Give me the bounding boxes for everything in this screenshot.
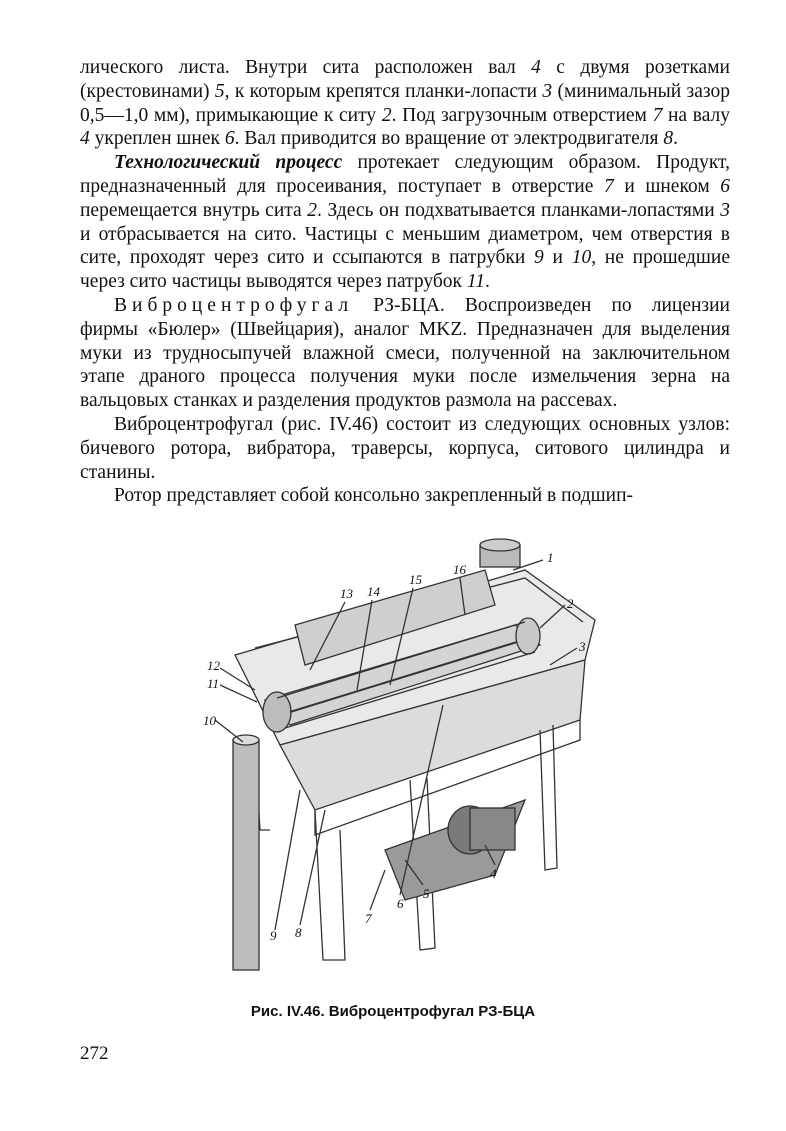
figure-label-5: 5	[423, 886, 430, 901]
figure-label-11: 11	[207, 676, 220, 691]
figure-label-7: 7	[365, 911, 372, 926]
term-heading: Технологический процесс	[114, 152, 343, 174]
spaced-term: Виброцентрофугал	[114, 294, 354, 316]
figure-label-8: 8	[295, 925, 302, 940]
figure-label-16: 16	[453, 562, 466, 577]
paragraph-4: Виброцентрофугал (рис. IV.46) состоит из следующих основных узлов: бичевого ротора, вибратора, траверсы, корпуса, ситового цилиндра и станины.	[80, 413, 730, 483]
figure-label-4: 4	[490, 866, 497, 881]
figure-label-10: 10	[203, 713, 216, 728]
figure-label-6: 6	[397, 896, 404, 911]
machine-illustration	[195, 530, 615, 990]
figure-label-15: 15	[409, 572, 422, 587]
figure-label-2: 2	[567, 596, 574, 611]
paragraph-5: Ротор представляет собой консольно закрепленный в подшип-	[114, 485, 634, 507]
figure-label-14: 14	[367, 584, 380, 599]
figure-label-13: 13	[340, 586, 353, 601]
figure-caption: Рис. IV.46. Виброцентрофугал РЗ-БЦА	[250, 1003, 536, 1020]
page-number: 272	[80, 1043, 109, 1064]
paragraph-3: Виброцентрофугал РЗ-БЦА. Воспроизведен по лицензии фирмы «Бюлер» (Швейцария), аналог MKZ. Предназначен для выделения муки из трудносыпучей влажной смеси, полученной на заключительном этапе драного процесса получения муки после измельчения зерна на вальцовых станках и разделения продуктов размола на рассевах.	[80, 294, 730, 412]
paragraph-2: Технологический процесс протекает следующим образом. Продукт, предназначенный для просеивания, поступает в отверстие 7 и шнеком 6 перемещается внутрь сита 2. Здесь он подхватывается планками-лопастями 3 и отбрасывается на сито. Частицы с меньшим диаметром, чем отверстия в сите, проходят через сито и ссыпаются в патрубки 9 и 10, не прошедшие через сито частицы выводятся через патрубок 11.	[80, 152, 731, 293]
figure-label-3: 3	[579, 639, 586, 654]
body-text	[80, 56, 730, 508]
figure-label-9: 9	[270, 928, 277, 943]
paragraph-1: лического листа. Внутри сита расположен вал 4 с двумя розетками (крестовинами) 5, к которым крепятся планки-лопасти 3 (минимальный зазор 0,5—1,0 мм), примыкающие к ситу 2. Под загрузочным отверстием 7 на валу 4 укреплен шнек 6. Вал приводится во вращение от электродвигателя 8.	[80, 57, 731, 150]
figure-label-1: 1	[547, 550, 554, 565]
figure-label-12: 12	[207, 658, 220, 673]
